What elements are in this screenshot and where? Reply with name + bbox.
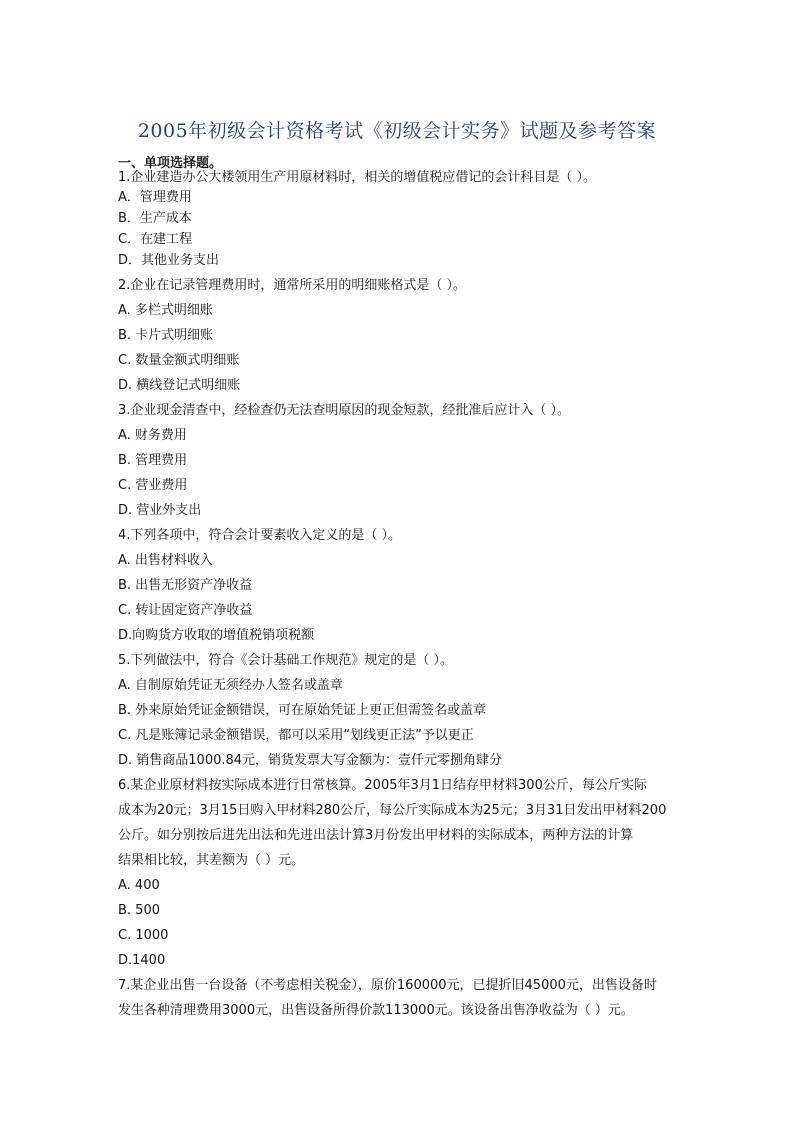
q2-option-a: A. 多栏式明细账 [118,303,213,318]
question-5-stem: 5.下列做法中，符合《会计基础工作规范》规定的是（ ）。 [118,653,454,668]
question-6-stem-line-1: 6.某企业原材料按实际成本进行日常核算。2005年3月1日结存甲材料300公斤，每公斤实际 [118,778,647,793]
q5-option-c: C. 凡是账簿记录金额错误，都可以采用“划线更正法”予以更正 [118,728,474,743]
question-7-stem-line-1: 7.某企业出售一台设备（不考虑相关税金），原价160000元，已提折旧45000元，出售设备时 [118,978,657,993]
q5-option-a: A. 自制原始凭证无须经办人签名或盖章 [118,678,343,693]
q2-option-c: C. 数量金额式明细账 [118,353,240,368]
question-2-stem: 2.企业在记录管理费用时，通常所采用的明细账格式是（ ）。 [118,278,467,293]
q1-option-b: B．生产成本 [118,211,192,226]
q6-option-b: B. 500 [118,903,160,918]
q4-option-c: C. 转让固定资产净收益 [118,603,253,618]
q1-option-c: C．在建工程 [118,232,193,247]
q4-option-b: B. 出售无形资产净收益 [118,578,253,593]
q1-option-d: D．其他业务支出 [118,253,220,268]
question-7-stem-line-2: 发生各种清理费用3000元，出售设备所得价款113000元。该设备出售净收益为（ ）元。 [118,1003,634,1018]
q1-option-a: A．管理费用 [118,190,192,205]
q3-option-c: C. 营业费用 [118,478,188,493]
q6-option-c: C. 1000 [118,928,169,943]
q6-option-d: D.1400 [118,953,166,968]
q2-option-d: D. 横线登记式明细账 [118,378,241,393]
q4-option-d: D.向购货方收取的增值税销项税额 [118,628,315,643]
q5-option-b: B. 外来原始凭证金额错误，可在原始凭证上更正但需签名或盖章 [118,703,487,718]
question-3-stem: 3.企业现金清查中，经检查仍无法查明原因的现金短款，经批准后应计入（ ）。 [118,403,571,418]
document-title: 2005年初级会计资格考试《初级会计实务》试题及参考答案 [137,120,657,142]
question-4-stem: 4.下列各项中，符合会计要素收入定义的是（ ）。 [118,528,402,543]
q4-option-a: A. 出售材料收入 [118,553,213,568]
question-1-stem: 1.企业建造办公大楼领用生产用原材料时，相关的增值税应借记的会计科目是（ ）。 [118,170,597,185]
q5-option-d: D. 销售商品1000.84元，销货发票大写金额为：壹仟元零捌角肆分 [118,753,503,768]
q3-option-d: D. 营业外支出 [118,503,202,518]
section-heading: 一、单项选择题。 [118,156,223,171]
q3-option-a: A. 财务费用 [118,428,187,443]
q3-option-b: B. 管理费用 [118,453,188,468]
q6-option-a: A. 400 [118,878,160,893]
q2-option-b: B. 卡片式明细账 [118,328,214,343]
question-6-stem-line-2: 成本为20元；3月15日购入甲材料280公斤，每公斤实际成本为25元；3月31日发出甲材料200 [118,803,667,818]
question-6-stem-line-3: 公斤。如分别按后进先出法和先进出法计算3月份发出甲材料的实际成本，两种方法的计算 [118,828,634,843]
question-6-stem-line-4: 结果相比较，其差额为（ ）元。 [118,853,305,868]
